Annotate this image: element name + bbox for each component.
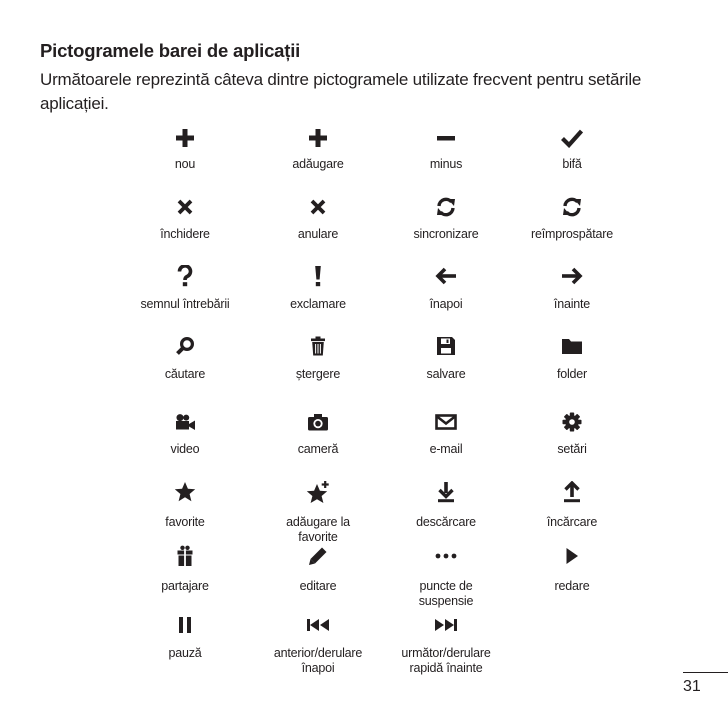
- icon-label: cameră: [297, 442, 339, 456]
- icon-label: adăugare: [292, 157, 344, 171]
- gear-icon: [497, 409, 647, 435]
- icon-label: minus: [429, 157, 463, 171]
- icon-label: semnul întrebării: [140, 297, 230, 311]
- icon-label: setări: [557, 442, 587, 456]
- icon-label: sincronizare: [413, 227, 479, 241]
- pause-icon: [110, 612, 260, 638]
- icon-label: înapoi: [429, 297, 463, 311]
- refresh-icon: [497, 194, 647, 220]
- search-icon: [110, 333, 260, 359]
- star-icon: [110, 479, 260, 505]
- icon-label: folder: [556, 367, 588, 381]
- share-icon: [110, 543, 260, 569]
- icon-label: video: [170, 442, 200, 456]
- upload-icon: [497, 479, 647, 505]
- icon-label: pauză: [168, 646, 202, 660]
- page-number: 31: [683, 678, 701, 695]
- close-icon: [110, 194, 260, 220]
- icon-label: căutare: [164, 367, 206, 381]
- icon-label: puncte de suspensie: [418, 579, 474, 608]
- icon-label: favorite: [165, 515, 205, 529]
- icon-label: descărcare: [416, 515, 476, 529]
- icon-label: redare: [554, 579, 590, 593]
- page-title: Pictogramele barei de aplicații: [40, 40, 301, 61]
- page-number-rule: [683, 672, 728, 673]
- icon-label: nou: [174, 157, 196, 171]
- icon-label: încărcare: [546, 515, 598, 529]
- intro-text: Următoarele reprezintă câteva dintre pictogramele utilizate frecvent pentru setările aplicației.: [40, 70, 642, 113]
- icon-label: înainte: [553, 297, 591, 311]
- icon-label: exclamare: [290, 297, 346, 311]
- icon-label: e-mail: [429, 442, 463, 456]
- arrow-right-icon: [497, 263, 647, 289]
- icon-label: anterior/derulare înapoi: [273, 646, 363, 675]
- icon-label: închidere: [160, 227, 210, 241]
- video-icon: [110, 409, 260, 435]
- icon-label: bifă: [562, 157, 582, 171]
- check-icon: [497, 125, 647, 151]
- icon-label: reîmprospătare: [531, 227, 613, 241]
- folder-icon: [497, 333, 647, 359]
- icon-label: editare: [299, 579, 337, 593]
- icon-label: anulare: [297, 227, 339, 241]
- question-icon: [110, 263, 260, 289]
- icon-label: următor/derulare rapidă înainte: [401, 646, 491, 675]
- icon-label: salvare: [426, 367, 466, 381]
- play-icon: [497, 543, 647, 569]
- icon-label: ștergere: [295, 367, 341, 381]
- icon-label: partajare: [161, 579, 209, 593]
- plus-icon: [110, 125, 260, 151]
- icon-label: adăugare la favorite: [286, 515, 350, 544]
- next-icon: [371, 612, 521, 638]
